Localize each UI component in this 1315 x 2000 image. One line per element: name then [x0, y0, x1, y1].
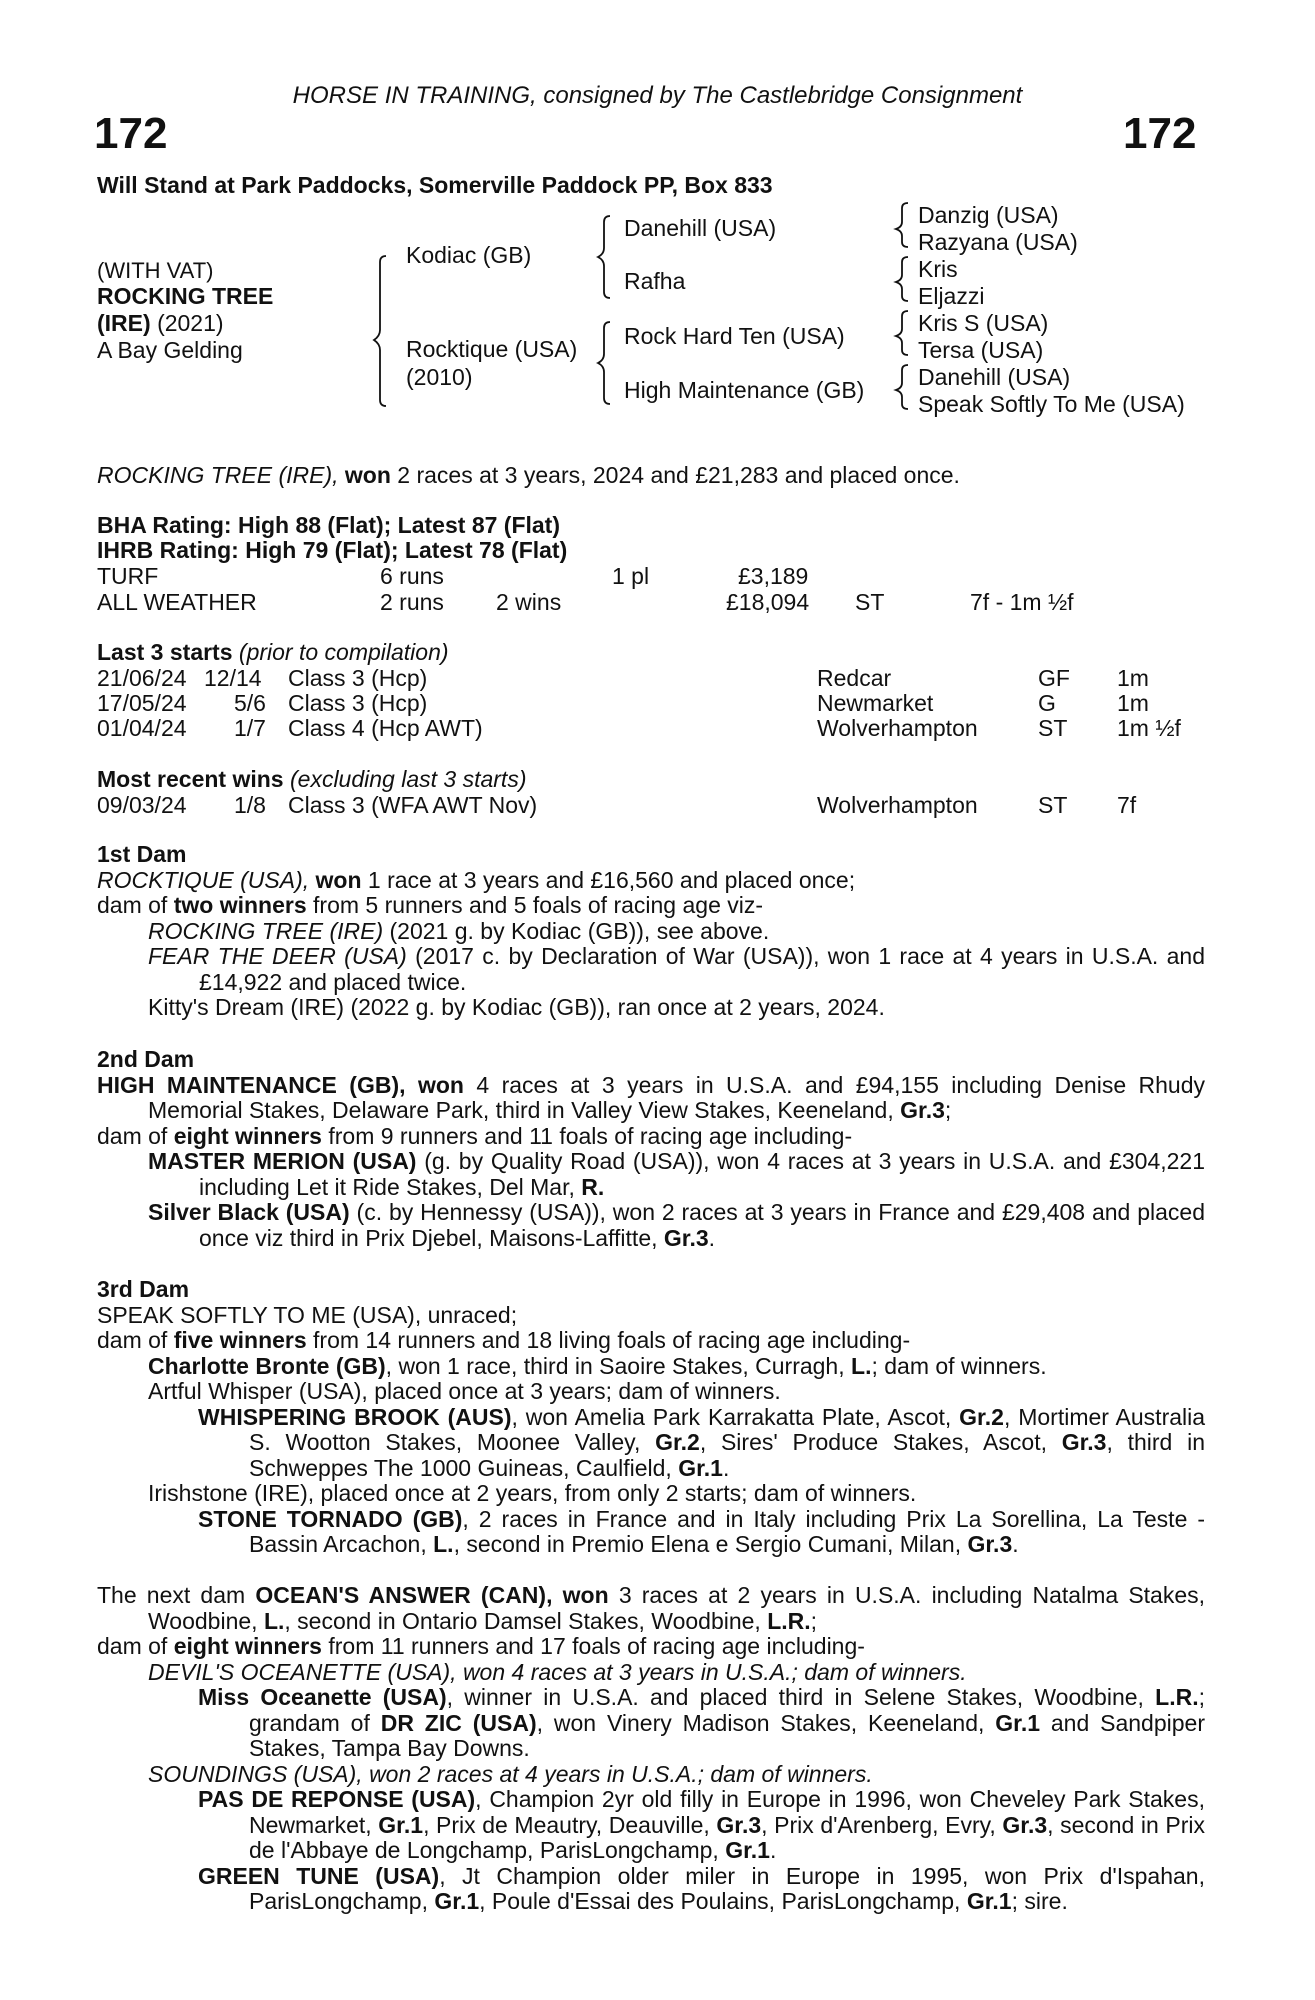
race-summary [97, 464, 960, 487]
produce-text: , Prix d'Arenberg, Evry, [761, 1811, 996, 1838]
won-label: won [315, 866, 362, 893]
produce-name: Silver Black (USA) [148, 1199, 350, 1225]
ped-dds: Danehill (USA) [918, 364, 1071, 390]
produce-name: FEAR THE DEER (USA) [148, 943, 407, 969]
produce-entry [97, 1787, 1205, 1864]
lot-number-right: 172 [1123, 109, 1197, 158]
grade-label: L.R. [1155, 1684, 1199, 1710]
ihrb-rating: IHRB Rating: High 79 (Flat); Latest 78 (Flat) [97, 537, 568, 563]
surface-runs: 6 runs [380, 563, 444, 589]
produce-entry [97, 944, 1205, 995]
recent-wins-heading [97, 768, 526, 791]
second-dam-line [97, 1073, 1205, 1124]
first-dam-heading: 1st Dam [97, 841, 187, 867]
ped-dsd: Tersa (USA) [918, 337, 1044, 363]
start-going: GF [1038, 665, 1070, 691]
last-starts-heading [97, 641, 449, 664]
produce-text: , Champion 2yr old filly in Europe in 1996, won Cheveley Park Stakes, Newmarket, [249, 1786, 1205, 1838]
produce-prefix: dam of [97, 1327, 168, 1353]
produce-text: , Prix de Meautry, Deauville, [423, 1811, 710, 1838]
grade-label: Gr.1 [678, 1454, 723, 1481]
win-distance: 7f [1117, 792, 1137, 818]
produce-entry [97, 1200, 1205, 1251]
produce-prefix: dam of [97, 1633, 168, 1659]
third-dam-heading: 3rd Dam [97, 1276, 190, 1302]
grade-label: Gr.2 [959, 1403, 1004, 1430]
start-date: 17/05/24 [97, 690, 187, 716]
produce-name: Charlotte Bronte (GB) [148, 1352, 386, 1379]
produce-name: DR ZIC (USA) [380, 1709, 537, 1736]
ped-sdd: Eljazzi [918, 283, 985, 309]
punct: . [769, 1837, 777, 1863]
punct: . [708, 1224, 716, 1251]
win-course: Wolverhampton [817, 792, 978, 818]
last-starts-note: (prior to compilation) [238, 639, 449, 665]
grade-label: Gr.1 [995, 1709, 1041, 1736]
recent-wins-title: Most recent wins [97, 766, 284, 792]
start-date: 21/06/24 [97, 665, 187, 691]
surface-placed: 1 pl [612, 563, 650, 589]
first-dam-line [97, 868, 1205, 894]
start-class: Class 3 (Hcp) [288, 690, 428, 716]
produce-entry [97, 1149, 1205, 1200]
punct: . [1012, 1531, 1019, 1557]
next-dam-section [97, 1583, 1205, 1915]
produce-text: and Sandpiper Stakes, Tampa Bay Downs. [249, 1709, 1205, 1761]
win-going: ST [1038, 792, 1068, 818]
produce-text: , 2 races in France and in Italy including Prix La Sorellina, La Teste - Bassin Arcachon, [249, 1505, 1205, 1557]
horse-name: ROCKING TREE [97, 283, 274, 309]
grade-label: Gr.2 [655, 1429, 700, 1455]
surface-earnings: £3,189 [738, 563, 809, 589]
grade-label: L.R. [767, 1607, 811, 1634]
third-dam-section [97, 1277, 1205, 1558]
ped-dam-year: (2010) [406, 364, 473, 390]
produce-entry: Irishstone (IRE), placed once at 2 years, from only 2 starts; dam of winners. [148, 1480, 917, 1506]
start-course: Redcar [817, 665, 892, 691]
grade-label: L. [433, 1531, 454, 1557]
produce-name: GREEN TUNE (USA) [198, 1862, 440, 1889]
grade-label: R. [581, 1173, 605, 1200]
summary-won: won [344, 462, 391, 488]
lot-number-left: 172 [94, 109, 168, 158]
page-header: HORSE IN TRAINING, consigned by The Castlebridge Consignment [292, 82, 1023, 109]
produce-text: , Jt Champion older miler in Europe in 1995, won Prix d'Ispahan, ParisLongchamp, [249, 1862, 1205, 1914]
win-class: Class 3 (WFA AWT Nov) [288, 792, 538, 818]
grade-label: Gr.1 [378, 1811, 424, 1838]
second-dam-heading: 2nd Dam [97, 1046, 195, 1072]
ped-sds: Kris [918, 256, 958, 282]
ped-dam: Rocktique (USA) [406, 336, 578, 362]
produce-entry [97, 1864, 1205, 1915]
horse-description: A Bay Gelding [97, 337, 243, 363]
produce-text: , Sires' Produce Stakes, Ascot, [699, 1429, 1047, 1455]
produce-name: ROCKING TREE (IRE) [148, 917, 384, 944]
start-date: 01/04/24 [97, 715, 187, 741]
start-distance: 1m ½f [1117, 715, 1181, 741]
produce-name: WHISPERING BROOK (AUS) [198, 1403, 512, 1430]
grade-label: Gr.3 [900, 1097, 945, 1123]
won-label: won [417, 1071, 464, 1098]
pedigree-bracket-main [374, 256, 386, 406]
produce-text: , won Vinery Madison Stakes, Keeneland, [536, 1709, 985, 1736]
first-dam-produce-line [97, 893, 1205, 919]
surface-earnings: £18,094 [726, 589, 810, 615]
ped-sire: Kodiac (GB) [406, 242, 532, 268]
surface-name: TURF [97, 563, 159, 589]
grade-label: Gr.3 [1002, 1811, 1048, 1838]
produce-entry: SOUNDINGS (USA), won 2 races at 4 years in U.S.A.; dam of winners. [148, 1760, 873, 1787]
produce-text: , third in Schweppes The 1000 Guineas, Caulfield, [249, 1429, 1205, 1481]
produce-text: , Poule d'Essai des Poulains, ParisLongchamp, [479, 1888, 961, 1914]
recent-wins-note: (excluding last 3 starts) [290, 766, 527, 792]
dam-name: HIGH MAINTENANCE (GB), [97, 1071, 406, 1098]
start-class: Class 3 (Hcp) [288, 665, 428, 691]
win-date: 09/03/24 [97, 792, 187, 818]
produce-name: STONE TORNADO (GB) [198, 1505, 463, 1532]
start-class: Class 4 (Hcp AWT) [288, 715, 483, 741]
grade-label: Gr.1 [966, 1888, 1012, 1914]
next-dam-prefix: The next dam [97, 1582, 246, 1608]
ped-dss: Kris S (USA) [918, 310, 1049, 336]
start-course: Wolverhampton [817, 715, 978, 741]
produce-text: from 9 runners and 11 foals of racing age including- [328, 1122, 853, 1149]
third-dam-line: SPEAK SOFTLY TO ME (USA), unraced; [97, 1301, 518, 1328]
produce-entry: Artful Whisper (USA), placed once at 3 years; dam of winners. [148, 1378, 781, 1404]
record-text: 4 races at 3 years in U.S.A. and £94,155 including Denise Rhudy Memorial Stakes, Delaware Park, third in Valley View Stakes, Keeneland, [148, 1071, 1206, 1123]
produce-text: (g. by Quality Road (USA)), won 4 races at 3 years in U.S.A. and £304,221 including Let it Ride Stakes, Del Mar, [199, 1148, 1206, 1200]
horse-origin: (IRE) [97, 310, 151, 336]
grade-label: L. [263, 1607, 285, 1634]
second-dam-produce-line [97, 1124, 1205, 1150]
next-dam-line [97, 1583, 1205, 1634]
surface-code: ST [855, 589, 885, 615]
pedigree-bracket-ds [896, 311, 908, 355]
record-text: , second in Ontario Damsel Stakes, Woodbine, [284, 1607, 761, 1634]
surface-name: ALL WEATHER [97, 589, 257, 615]
produce-entry [97, 1354, 1205, 1380]
produce-entry [97, 1405, 1205, 1482]
produce-entry [97, 919, 1205, 945]
produce-entry [97, 1685, 1205, 1762]
produce-text: , won 1 race, third in Saoire Stakes, Curragh, [385, 1352, 845, 1379]
start-position: 12/14 [204, 665, 262, 691]
grade-label: Gr.1 [725, 1837, 770, 1863]
produce-prefix: dam of [97, 892, 168, 918]
produce-entry: DEVIL'S OCEANETTE (USA), won 4 races at 3 years in U.S.A.; dam of winners. [148, 1658, 967, 1685]
bha-rating: BHA Rating: High 88 (Flat); Latest 87 (Flat) [97, 512, 560, 538]
produce-entry: Kitty's Dream (IRE) (2022 g. by Kodiac (GB)), ran once at 2 years, 2024. [148, 994, 885, 1020]
second-dam-section [97, 1047, 1205, 1251]
produce-entry [97, 1507, 1205, 1558]
stand-location: Will Stand at Park Paddocks, Somerville Paddock PP, Box 833 [97, 172, 773, 198]
ped-sire-dam: Rafha [624, 268, 686, 294]
won-label: won [562, 1582, 609, 1608]
dam-name: OCEAN'S ANSWER (CAN), [255, 1582, 553, 1608]
produce-text: , won Amelia Park Karrakatta Plate, Ascot, [511, 1403, 952, 1430]
produce-text: from 5 runners and 5 foals of racing age viz- [313, 892, 764, 918]
grade-label: Gr.3 [1061, 1429, 1107, 1455]
produce-text: , Mortimer Australia S. Wootton Stakes, Moonee Valley, [249, 1403, 1206, 1455]
first-dam-section [97, 842, 1205, 1021]
next-dam-produce-line [97, 1634, 1205, 1660]
produce-text: , second in Premio Elena e Sergio Cumani, Milan, [453, 1531, 962, 1557]
punct: . [722, 1454, 730, 1481]
produce-text: from 11 runners and 17 foals of racing age including- [328, 1633, 865, 1659]
pedigree-bracket-sd [896, 257, 908, 301]
produce-name: MASTER MERION (USA) [148, 1148, 417, 1174]
winners-count: five winners [173, 1327, 307, 1353]
produce-text: , second in Prix de l'Abbaye de Longchamp, ParisLongchamp, [249, 1811, 1205, 1863]
pedigree-bracket-dd [896, 365, 908, 409]
grade-label: Gr.3 [716, 1811, 762, 1838]
punct: ; [810, 1607, 818, 1634]
vat-label: (WITH VAT) [97, 258, 214, 283]
produce-text: (c. by Hennessy (USA)), won 2 races at 3 years in France and £29,408 and placed once viz third in Prix Djebel, Maisons-Laffitte, [199, 1199, 1205, 1251]
pedigree-bracket-dam [598, 322, 610, 404]
record-text: 3 races at 2 years in U.S.A. including Natalma Stakes, Woodbine, [148, 1582, 1206, 1634]
record-text: 1 race at 3 years and £16,560 and placed once; [367, 866, 856, 893]
punct: ; sire. [1011, 1888, 1068, 1914]
produce-text: (2017 c. by Declaration of War (USA)), won 1 race at 4 years in U.S.A. and £14,922 and placed twice. [199, 943, 1205, 995]
ped-ddd: Speak Softly To Me (USA) [918, 391, 1185, 417]
produce-text: (2021 g. by Kodiac (GB)), see above. [389, 917, 770, 944]
ped-sss: Danzig (USA) [918, 202, 1059, 228]
start-position: 1/7 [234, 715, 266, 741]
last-starts-title: Last 3 starts [97, 639, 233, 665]
summary-horse-name: ROCKING TREE (IRE), [97, 462, 339, 488]
ped-ssd: Razyana (USA) [918, 229, 1078, 255]
produce-name: Miss Oceanette (USA) [198, 1684, 447, 1710]
winners-count: eight winners [173, 1122, 322, 1149]
pedigree-bracket-ss [896, 203, 908, 247]
start-going: ST [1038, 715, 1068, 741]
start-course: Newmarket [817, 690, 934, 716]
punct: ; [944, 1097, 952, 1123]
produce-prefix: dam of [97, 1122, 168, 1149]
horse-year: (2021) [157, 310, 224, 336]
surface-distance: 7f - 1m ½f [970, 589, 1074, 615]
winners-count: two winners [173, 892, 307, 918]
start-going: G [1038, 690, 1056, 716]
grade-label: Gr.3 [967, 1531, 1013, 1557]
winners-count: eight winners [173, 1633, 322, 1659]
start-position: 5/6 [234, 690, 266, 716]
produce-text: , winner in U.S.A. and placed third in Selene Stakes, Woodbine, [446, 1684, 1144, 1710]
produce-name: PAS DE REPONSE (USA) [198, 1786, 476, 1812]
ped-dam-sire: Rock Hard Ten (USA) [624, 323, 845, 349]
ped-dam-dam: High Maintenance (GB) [624, 377, 865, 403]
produce-text: ; dam of winners. [871, 1352, 1047, 1379]
produce-text: from 14 runners and 18 living foals of racing age including- [313, 1327, 911, 1353]
pedigree-bracket-sire [598, 216, 610, 298]
grade-label: Gr.1 [434, 1888, 480, 1914]
start-distance: 1m [1117, 665, 1149, 691]
third-dam-produce-line [97, 1328, 1205, 1354]
dam-name: ROCKTIQUE (USA), [97, 866, 310, 893]
grade-label: Gr.3 [663, 1224, 709, 1251]
win-position: 1/8 [234, 792, 266, 818]
produce-text: ; grandam of [249, 1684, 1205, 1736]
ped-sire-sire: Danehill (USA) [624, 215, 777, 241]
summary-text: 2 races at 3 years, 2024 and £21,283 and placed once. [397, 462, 960, 488]
grade-label: L. [851, 1352, 872, 1379]
surface-wins: 2 wins [496, 589, 562, 615]
start-distance: 1m [1117, 690, 1149, 716]
surface-runs: 2 runs [380, 589, 444, 615]
